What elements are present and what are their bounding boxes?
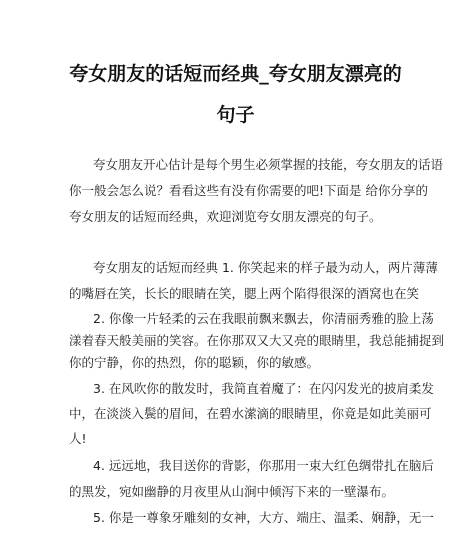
intro-paragraph-line: 你一般会怎么说？看看这些有没有你需要的吧!下面是 给你分享的	[69, 183, 428, 198]
intro-paragraph-line: 夸女朋友的话短而经典，欢迎浏览夸女朋友漂亮的句子。	[69, 209, 382, 224]
paragraph-line: 2. 你像一片轻柔的云在我眼前飘来飘去，你清丽秀雅的脸上荡	[93, 311, 434, 326]
paragraph-line: 5. 你是一尊象牙雕刻的女神，大方、端庄、温柔、娴静，无一	[93, 510, 434, 525]
document-title-line-1: 夸女朋友的话短而经典_夸女朋友漂亮的	[69, 63, 402, 85]
paragraph-line: 的黑发，宛如幽静的月夜里从山涧中倾泻下来的一壁瀑布。	[69, 484, 395, 499]
paragraph-line: 你的宁静，你的热烈，你的聪颖，你的敏感。	[69, 355, 320, 370]
paragraph-line: 漾着春天般美丽的笑容。在你那双又大又亮的眼睛里，我总能捕捉到	[69, 333, 445, 348]
paragraph-line: 的嘴唇在笑，长长的眼睛在笑，腮上两个陷得很深的酒窝也在笑	[69, 286, 420, 301]
paragraph-line: 夸女朋友的话短而经典 1. 你笑起来的样子最为动人，两片薄薄	[93, 260, 438, 275]
paragraph-line: 3. 在风吹你的散发时，我简直着魔了：在闪闪发光的披肩柔发	[93, 381, 434, 396]
paragraph-line: 4. 远远地，我目送你的背影，你那用一束大红色绸带扎在脑后	[93, 458, 434, 473]
intro-paragraph-line: 夸女朋友开心估计是每个男生必须掌握的技能，夸女朋友的话语	[93, 157, 444, 172]
paragraph-line: 中，在淡淡入鬓的眉间，在碧水潆滴的眼睛里，你竟是如此美丽可	[69, 406, 432, 421]
document-title-line-2: 句子	[216, 104, 255, 126]
paragraph-line: 人!	[69, 431, 87, 446]
